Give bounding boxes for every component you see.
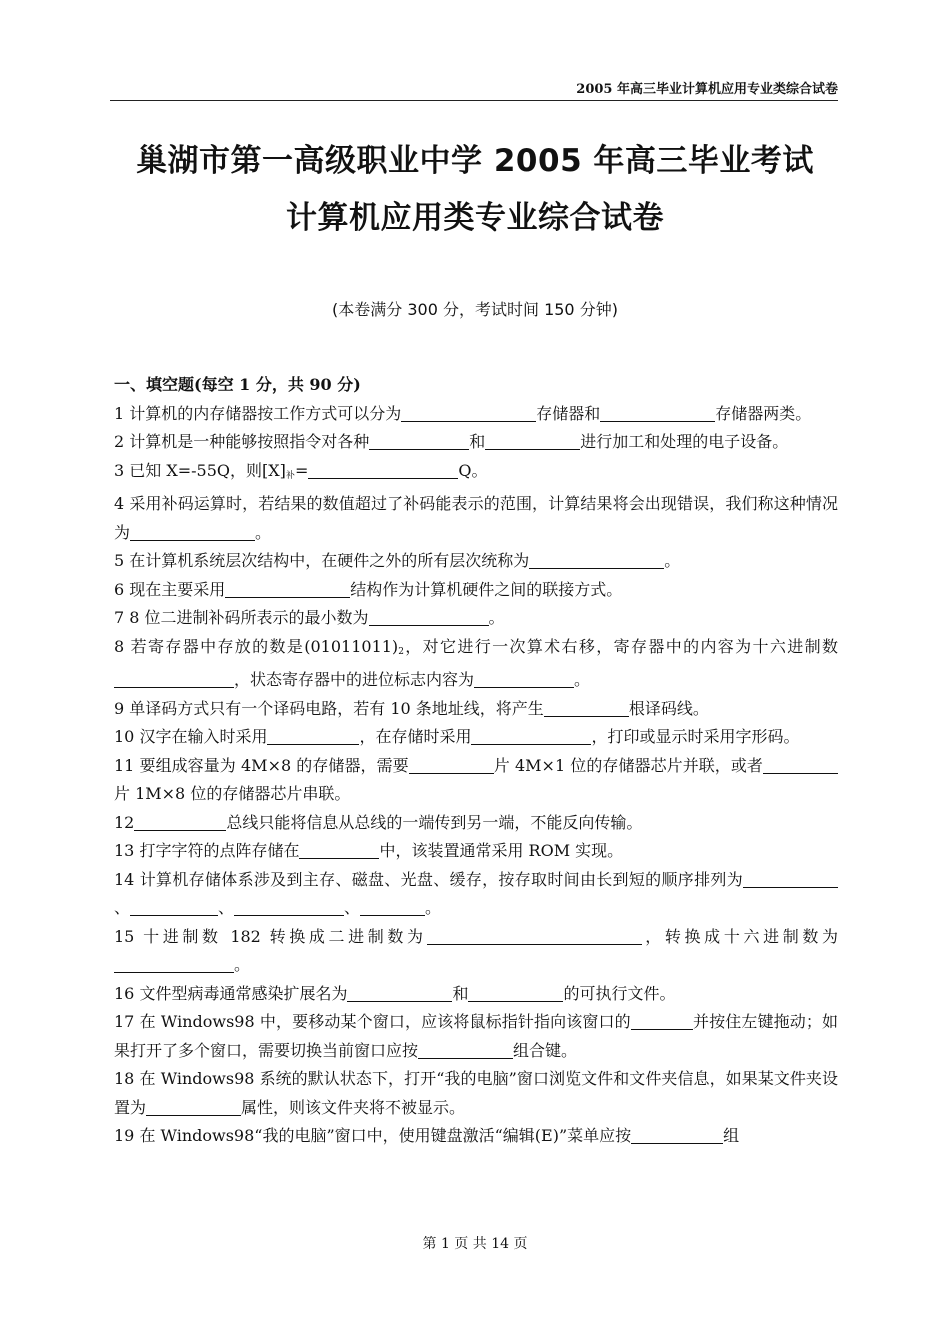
question-2: 2 计算机是一种能够按照指令对各种 和 进行加工和处理的电子设备。 — [114, 432, 789, 451]
question-14: 14 计算机存储体系涉及到主存、磁盘、光盘、缓存，按存取时间由长到短的顺序排列为、 、 、 。 — [114, 866, 838, 923]
answer-blank[interactable] — [146, 1097, 241, 1116]
question-1: 1 计算机的内存储器按工作方式可以分为 存储器和 存储器两类。 — [114, 403, 812, 423]
question-6: 6 现在主要采用 结构作为计算机硬件之间的联接方式。 — [114, 579, 623, 599]
question-5: 5 在计算机系统层次结构中，在硬件之外的所有层次统称为 。 — [114, 551, 681, 570]
question-17: 17 在 Windows98 中，要移动某个窗口，应该将鼠标指针指向该窗口的 并按住左键拖动；如果打开了多个窗口，需要切换当前窗口应按 组合键。 — [114, 1012, 838, 1060]
question-7: 7 8 位二进制补码所表示的最小数为 。 — [114, 608, 505, 627]
answer-blank[interactable] — [471, 726, 591, 745]
question-19: 19 在 Windows98“我的电脑”窗口中，使用键盘激活“编辑(E)”菜单应按 组 — [114, 1126, 740, 1145]
exam-title-line2: 计算机应用类专业综合试卷 — [286, 200, 664, 236]
question-13: 13 打字字符的点阵存储在 中，该装置通常采用 ROM 实现。 — [114, 841, 624, 860]
question-10: 10 汉字在输入时采用 ，在存储时采用 ，打印或显示时采用字形码。 — [114, 727, 800, 746]
question-18: 18 在 Windows98 系统的默认状态下，打开“我的电脑”窗口浏览文件和文件夹信息，如果某文件夹设置为 属性，则该文件夹将不被显示。 — [114, 1069, 838, 1117]
answer-blank[interactable] — [308, 460, 458, 479]
answer-blank[interactable] — [474, 669, 574, 688]
answer-blank[interactable] — [347, 983, 452, 1002]
answer-blank[interactable] — [600, 403, 715, 422]
answer-blank[interactable] — [299, 840, 379, 859]
answer-blank[interactable] — [134, 812, 226, 831]
running-header: 2005 年高三毕业计算机应用专业类综合试卷 — [576, 82, 838, 97]
answer-blank[interactable] — [485, 431, 580, 450]
answer-blank[interactable] — [409, 755, 494, 774]
answer-blank[interactable] — [544, 698, 629, 717]
answer-blank[interactable] — [401, 403, 536, 422]
answer-blank[interactable] — [234, 897, 344, 916]
answer-blank[interactable] — [763, 755, 838, 774]
question-4: 4 采用补码运算时，若结果的数值超过了补码能表示的范围，计算结果将会出现错误，我们称这种情况为 。 — [114, 494, 838, 542]
answer-blank[interactable] — [743, 869, 838, 888]
question-15: 15 十进制数 182 转换成二进制数为 ，转换成十六进制数为。 — [114, 926, 838, 974]
question-11: 11 要组成容量为 4M×8 的存储器，需要 片 4M×1 位的存储器芯片并联，或者片 1M×8 位的存储器芯片串联。 — [114, 752, 838, 809]
exam-title-line1: 巢湖市第一高级职业中学 2005 年高三毕业考试 — [136, 143, 814, 179]
answer-blank[interactable] — [631, 1125, 723, 1144]
answer-blank[interactable] — [468, 983, 563, 1002]
answer-blank[interactable] — [369, 607, 489, 626]
exam-content — [114, 371, 838, 1151]
exam-score-time-note: (本卷满分 300 分，考试时间 150 分钟) — [332, 300, 618, 319]
answer-blank[interactable] — [267, 726, 359, 745]
question-9: 9 单译码方式只有一个译码电路，若有 10 条地址线，将产生 根译码线。 — [114, 698, 709, 718]
answer-blank[interactable] — [114, 669, 234, 688]
page-number: 第 1 页 共 14 页 — [422, 1236, 528, 1252]
answer-blank[interactable] — [130, 897, 218, 916]
question-3: 3 已知 X=-55Q，则$[X]_补= Q$。 — [114, 460, 488, 481]
question-8: 8 若寄存器中存放的数是$(01011011)_2$，对它进行一次算术右移，寄存器中的内容为十六进制数，状态寄存器中的进位标志内容为 。 — [114, 636, 838, 689]
answer-blank[interactable] — [369, 431, 469, 450]
answer-blank[interactable] — [529, 550, 664, 569]
answer-blank[interactable] — [427, 926, 642, 945]
section-heading-fill-in: 一、填空题(每空 1 分，共 90 分) — [114, 375, 361, 394]
answer-blank[interactable] — [418, 1040, 513, 1059]
answer-blank[interactable] — [360, 897, 425, 916]
header-divider — [110, 100, 838, 101]
answer-blank[interactable] — [631, 1011, 693, 1030]
answer-blank[interactable] — [130, 522, 255, 541]
answer-blank[interactable] — [225, 579, 350, 598]
question-12: 12 总线只能将信息从总线的一端传到另一端，不能反向传输。 — [114, 812, 643, 832]
question-16: 16 文件型病毒通常感染扩展名为 和 的可执行文件。 — [114, 983, 676, 1003]
answer-blank[interactable] — [114, 954, 234, 973]
